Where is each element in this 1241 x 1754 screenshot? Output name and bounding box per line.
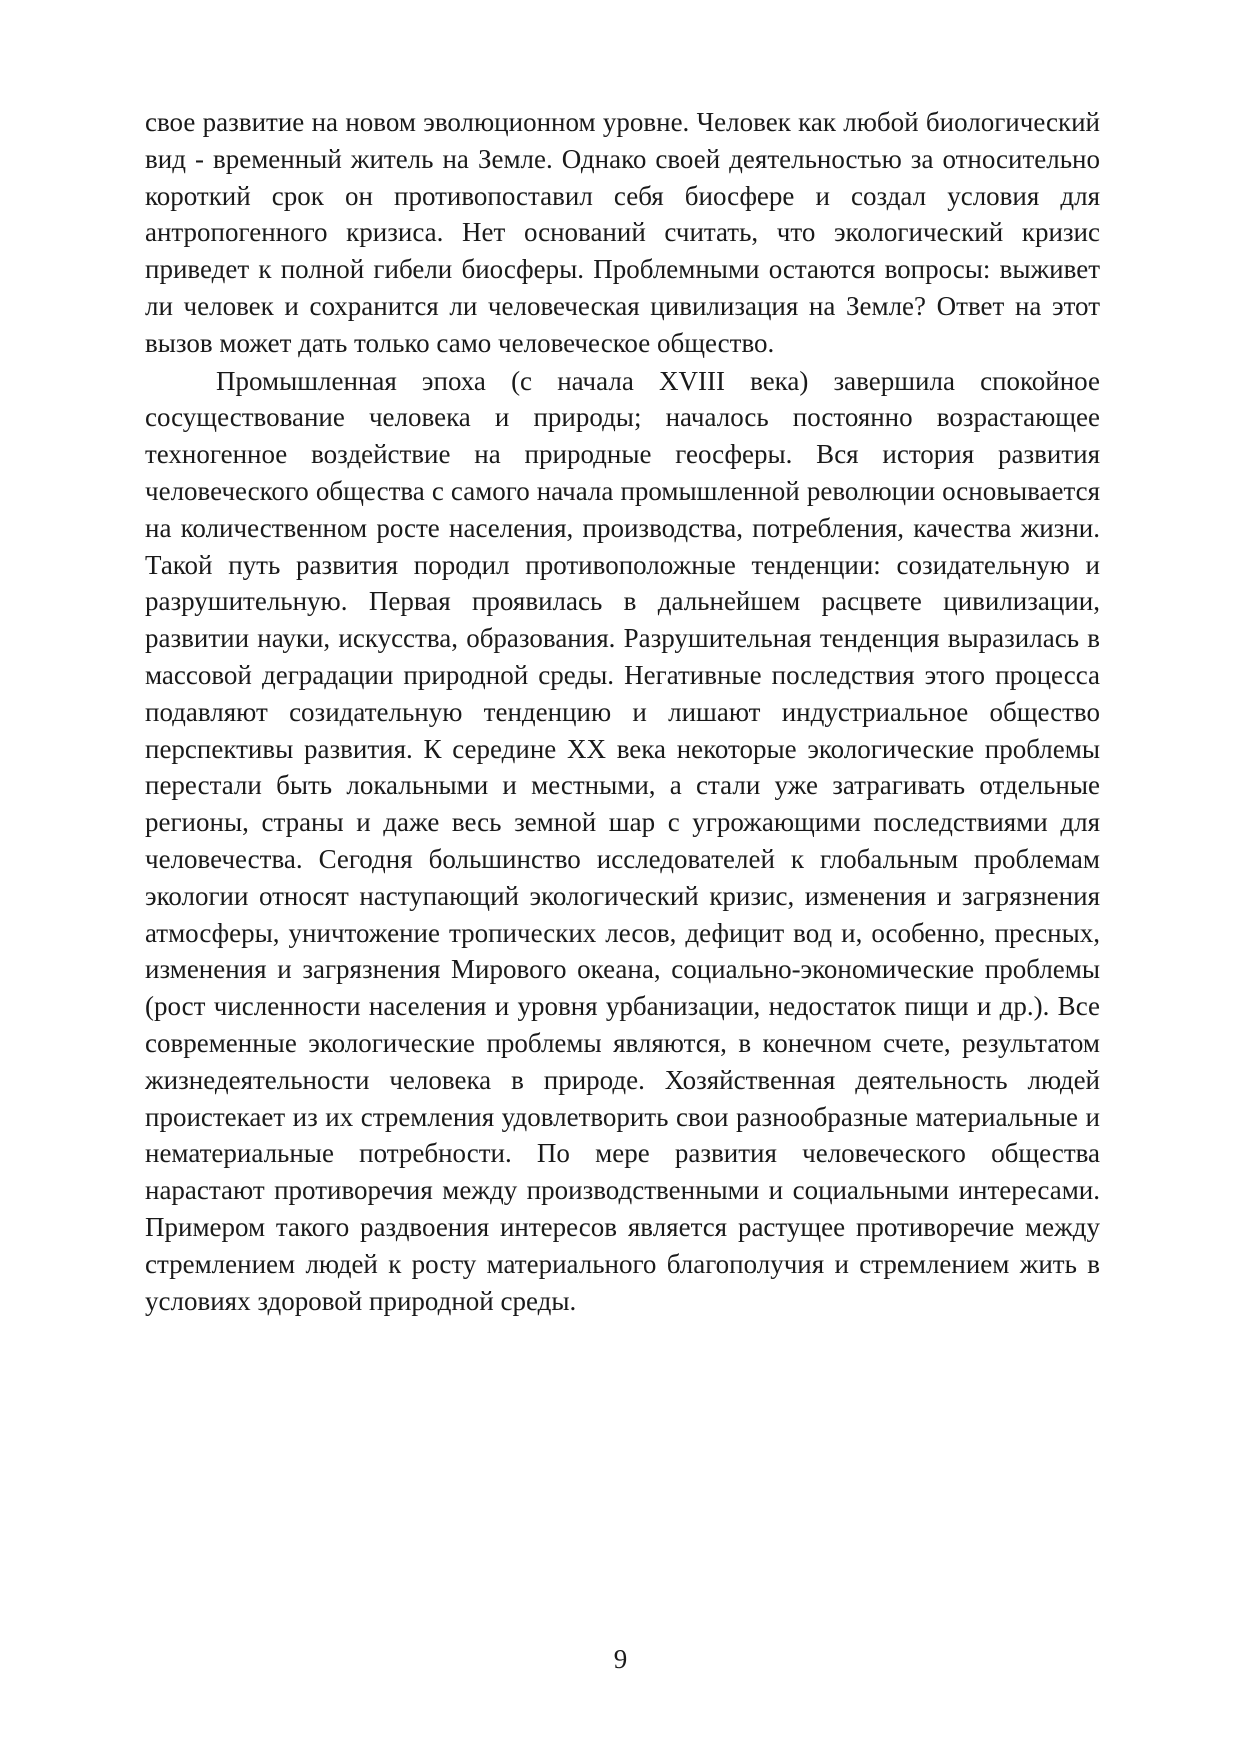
page-number: 9 [613, 1644, 628, 1674]
paragraph-industrial-era: Промышленная эпоха (с начала XVIII века) завершила спокойное сосуществование человека и природы; началось постоянно возрастающее техногенное воздействие на природные геосферы. Вся история развития человеческого общества с самого начала промышленной революции основывается на количественном росте населения, производства, потребления, качества жизни. Такой путь развития породил противоположные тенденции: созидательную и разрушительную. Первая проявилась в дальнейшем расцвете цивилизации, развитии науки, искусства, образования. Разрушительная тенденция выразилась в массовой деградации природной среды. Негативные последствия этого процесса подавляют созидательную тенденцию и лишают индустриальное общество перспективы развития. К середине XX века некоторые экологические проблемы перестали быть локальными и местными, а стали уже затрагивать отдельные регионы, страны и даже весь земной шар с угрожающими последствиями для человечества. Сегодня большинство исследователей к глобальным проблемам экологии относят наступающий экологический кризис, изменения и загрязнения атмосферы, уничтожение тропических лесов, дефицит вод и, особенно, пресных, изменения и загрязнения Мирового океана, социально-экономические проблемы (рост численности населения и уровня урбанизации, недостаток пищи и др.). Все современные экологические проблемы являются, в конечном счете, результатом жизнедеятельности человека в природе. Хозяйственная деятельность людей проистекает из их стремления удовлетворить свои разнообразные материальные и нематериальные потребности. По мере развития человеческого общества нарастают противоречия между производственными и социальными интересами. Примером такого раздвоения интересов является растущее противоречие между стремлением людей к росту материального благополучия и стремлением жить в условиях здоровой природной среды. [145, 365, 1100, 1316]
paragraph-continuation: свое развитие на новом эволюционном уровне. Человек как любой биологический вид - временный житель на Земле. Однако своей деятельностью за относительно короткий срок он противопоставил себя биосфере и создал условия для антропогенного кризиса. Нет оснований считать, что экологический кризис приведет к полной гибели биосферы. Проблемными остаются вопросы: выживет ли человек и сохранится ли человеческая цивилизация на Земле? Ответ на этот вызов может дать только само человеческое общество. [145, 107, 1100, 358]
body-text [145, 104, 1100, 1319]
